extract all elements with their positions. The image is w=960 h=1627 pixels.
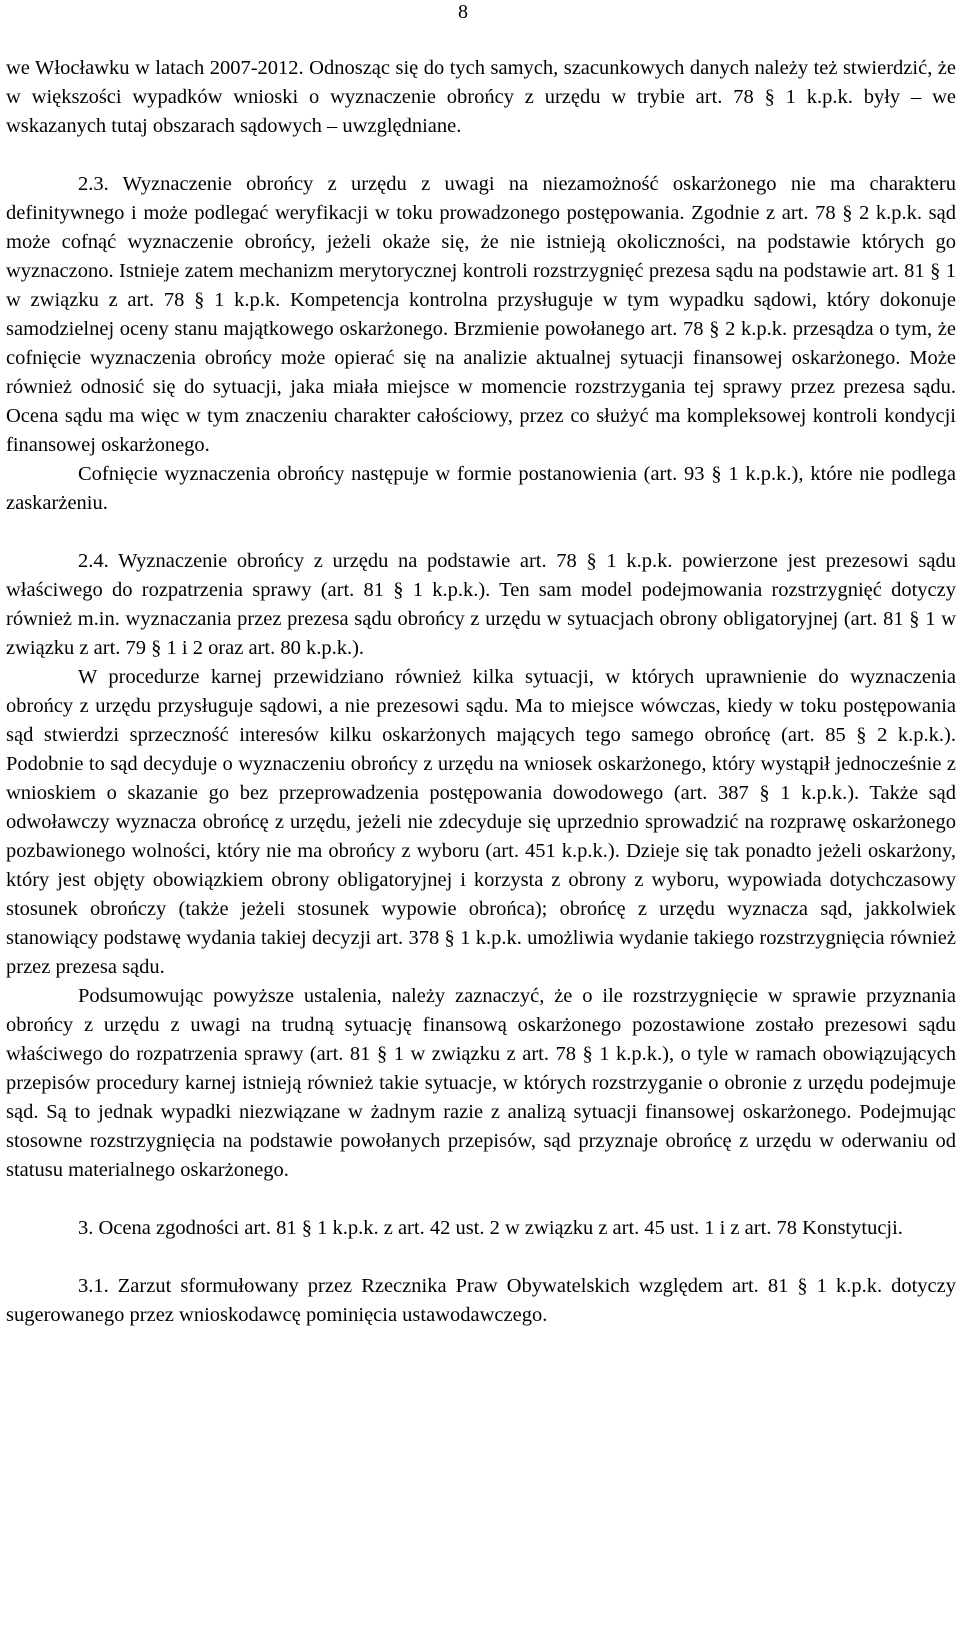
paragraph-podsumowanie: Podsumowując powyższe ustalenia, należy zaznaczyć, że o ile rozstrzygnięcie w sprawie przyznania obrońcy z urzędu z uwagi na trudną sytuację finansową oskarżonego pozostawione zostało prezesowi sądu właściwego do rozpatrzenia sprawy (art. 81 § 1 w związku z art. 78 § 1 k.p.k.), o tyle w ramach obowiązujących przepisów procedury karnej istnieją również takie sytuacje, w których rozstrzyganie o obronie z urzędu podejmuje sąd. Są to jednak wypadki niezwiązane w żadnym razie z analizą sytuacji finansowej oskarżonego. Podejmując stosowne rozstrzygnięcia na podstawie powołanych przepisów, sąd przyznaje obrońcę z urzędu w oderwaniu od statusu materialnego oskarżonego. <box>6 985 956 1181</box>
paragraph-continuation: we Włocławku w latach 2007-2012. Odnosząc się do tych samych, szacunkowych danych należy też stwierdzić, że w większości wypadków wnioski o wyznaczenie obrońcy z urzędu w trybie art. 78 § 1 k.p.k. były – we wskazanych tutaj obszarach sądowych – uwzględniane. <box>6 57 956 137</box>
paragraph-cofniecie: Cofnięcie wyznaczenia obrońcy następuje w formie postanowienia (art. 93 § 1 k.p.k.), które nie podlega zaskarżeniu. <box>6 463 956 514</box>
paragraph-procedura: W procedurze karnej przewidziano również kilka sytuacji, w których uprawnienie do wyznaczenia obrońcy z urzędu przysługuje sądowi, a nie prezesowi sądu. Ma to miejsce wówczas, kiedy w toku postępowania sąd stwierdzi sprzeczność interesów kilku oskarżonych mających tego samego obrońcę (art. 85 § 2 k.p.k.). Podobnie to sąd decyduje o wyznaczeniu obrońcy z urzędu na wniosek oskarżonego, który wystąpił jednocześnie z wnioskiem o skazanie go bez przeprowadzenia postępowania dowodowego (art. 387 § 1 k.p.k.). Także sąd odwoławczy wyznacza obrońcę z urzędu, jeżeli nie zdecyduje się uprzednio sprowadzić na rozprawę oskarżonego pozbawionego wolności, który nie ma obrońcy z wyboru (art. 451 k.p.k.). Dzieje się tak ponadto jeżeli oskarżony, który jest objęty obowiązkiem obrony obligatoryjnej i korzysta z obrony z wyboru, wypowiada dotychczasowy stosunek obrończy (także jeżeli stosunek wypowie obrońca); obrońcę z urzędu wyznacza sąd, jakkolwiek stanowiący podstawę wydania takiej decyzji art. 378 § 1 k.p.k. umożliwia wydanie takiego rozstrzygnięcia również przez prezesa sądu. <box>6 666 956 978</box>
paragraph-3-1: 3.1. Zarzut sformułowany przez Rzecznika Praw Obywatelskich względem art. 81 § 1 k.p.k. dotyczy sugerowanego przez wnioskodawcę pominięcia ustawodawczego. <box>6 1275 956 1326</box>
paragraph-2-3: 2.3. Wyznaczenie obrońcy z urzędu z uwagi na niezamożność oskarżonego nie ma charakteru definitywnego i może podlegać weryfikacji w toku prowadzonego postępowania. Zgodnie z art. 78 § 2 k.p.k. sąd może cofnąć wyznaczenie obrońcy, jeżeli okaże się, że nie istnieją okoliczności, na podstawie których go wyznaczono. Istnieje zatem mechanizm merytorycznej kontroli rozstrzygnięć prezesa sądu na podstawie art. 81 § 1 w związku z art. 78 § 1 k.p.k. Kompetencja kontrolna przysługuje w tym wypadku sądowi, który dokonuje samodzielnej oceny stanu majątkowego oskarżonego. Brzmienie powołanego art. 78 § 2 k.p.k. przesądza o tym, że cofnięcie wyznaczenia obrońcy może opierać się na analizie aktualnej sytuacji finansowej oskarżonego. Może również odnosić się do sytuacji, jaka miała miejsce w momencie rozstrzygania tej sprawy przez prezesa sądu. Ocena sądu ma więc w tym znaczeniu charakter całościowy, przez co służyć ma kompleksowej kontroli kondycji finansowej oskarżonego. <box>6 173 956 456</box>
paragraph-2-4: 2.4. Wyznaczenie obrońcy z urzędu na podstawie art. 78 § 1 k.p.k. powierzone jest prezesowi sądu właściwego do rozpatrzenia sprawy (art. 81 § 1 k.p.k.). Ten sam model podejmowania rozstrzygnięć dotyczy również m.in. wyznaczania przez prezesa sądu obrońcy z urzędu w sytuacjach obrony obligatoryjnej (art. 81 § 1 w związku z art. 79 § 1 i 2 oraz art. 80 k.p.k.). <box>6 550 956 659</box>
section-heading-3: 3. Ocena zgodności art. 81 § 1 k.p.k. z art. 42 ust. 2 w związku z art. 45 ust. 1 i z art. 78 Konstytucji. <box>78 1217 903 1239</box>
document-body <box>6 54 956 1330</box>
page-number: 8 <box>458 1 468 23</box>
